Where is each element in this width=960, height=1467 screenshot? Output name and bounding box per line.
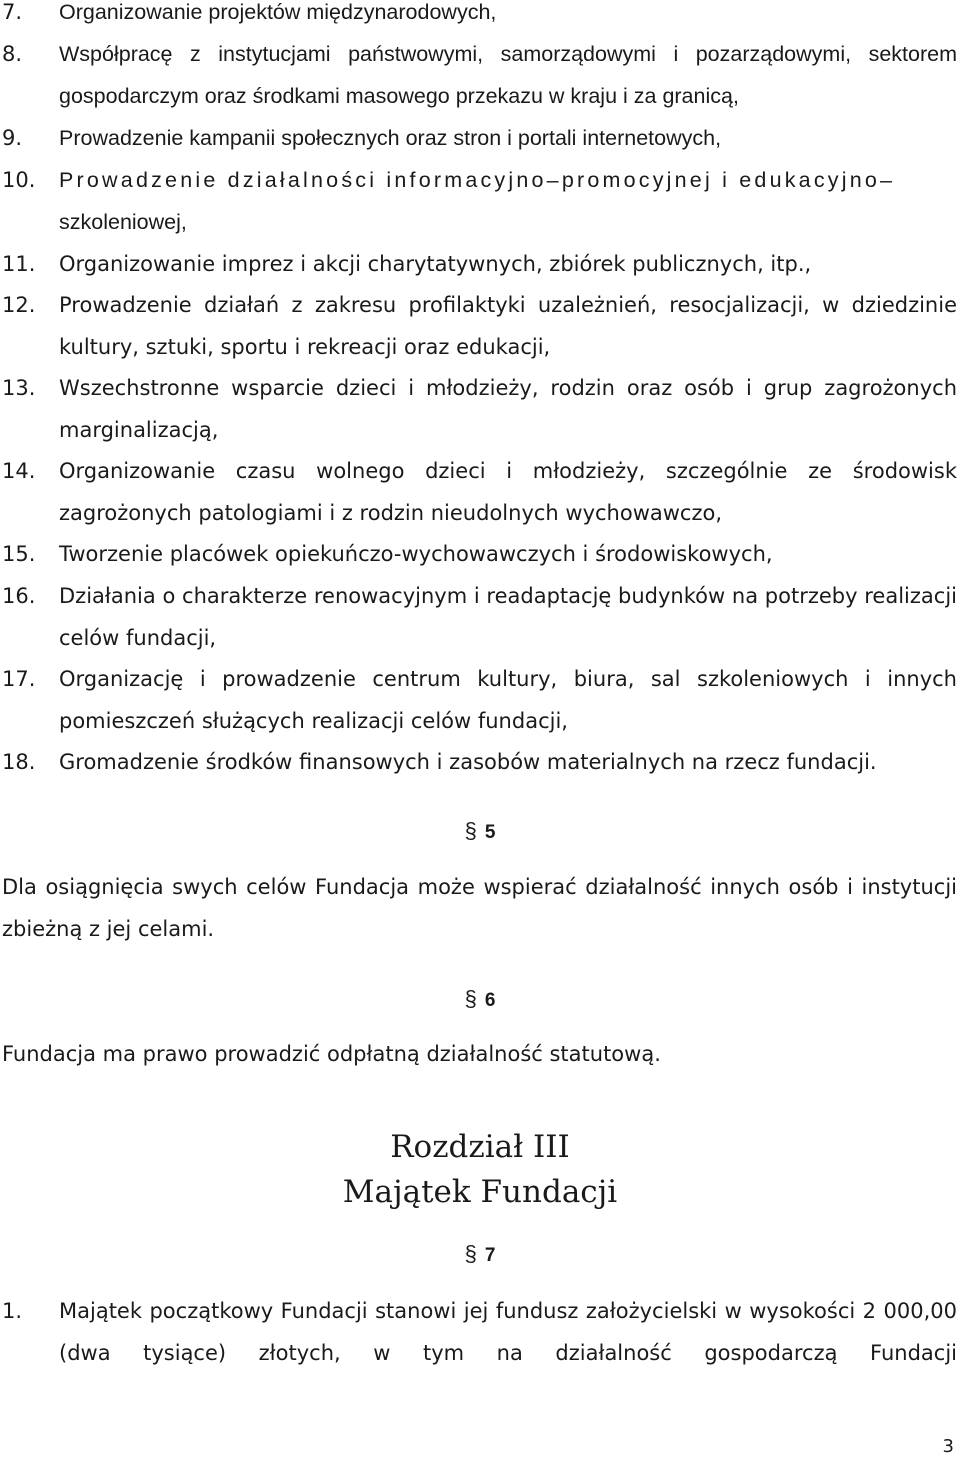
section-number: 5 (484, 822, 496, 843)
item-number: 11. (2, 252, 36, 276)
section-sign: § (464, 818, 477, 843)
list-item (2, 117, 957, 159)
item-text: Tworzenie placówek opiekuńczo-wychowawczych i środowiskowych, (59, 542, 773, 566)
item-text: Współpracę z instytucjami państwowymi, samorządowymi i pozarządowymi, sektorem gospodarczym oraz środkami masowego przekazu w kraju i za granicą, (59, 42, 957, 108)
list-item (2, 159, 957, 243)
chapter-subtitle: Majątek Fundacji (342, 1174, 618, 1210)
section-paragraph: Fundacja ma prawo prowadzić odpłatną działalność statutową. (2, 1042, 661, 1066)
section-heading-7 (0, 1241, 960, 1267)
list-item (2, 575, 957, 659)
section-heading-6 (0, 986, 960, 1012)
item-text: Prowadzenie kampanii społecznych oraz stron i portali internetowych, (59, 126, 722, 150)
item-text-line-2: szkoleniowej, (59, 210, 187, 234)
list-item (2, 243, 957, 285)
section-paragraph: Dla osiągnięcia swych celów Fundacja może wspierać działalność innych osób i instytucji zbieżną z jej celami. (2, 875, 957, 941)
item-number: 7. (2, 0, 23, 24)
item-text: Organizowanie projektów międzynarodowych, (59, 0, 497, 24)
item-text: Majątek początkowy Fundacji stanowi jej fundusz założycielski w wysokości 2 000,00 (dwa tysiące) złotych, w tym na działalność gospodarczą Fundacji (59, 1299, 957, 1365)
item-number: 17. (2, 667, 36, 691)
item-text: Działania o charakterze renowacyjnym i readaptację budynków na potrzeby realizacji celów fundacji, (59, 584, 957, 650)
item-text (59, 159, 957, 243)
item-text-line-1: Prowadzenie działalności informacyjno–promocyjnej i edukacyjno– (59, 168, 896, 192)
item-text: Prowadzenie działań z zakresu profilaktyki uzależnień, resocjalizacji, w dziedzinie kultury, sztuki, sportu i rekreacji oraz edukacji, (59, 293, 957, 359)
item-number: 12. (2, 293, 36, 317)
item-number: 9. (2, 126, 23, 150)
item-number: 13. (2, 376, 36, 400)
item-text: Wszechstronne wsparcie dzieci i młodzieży, rodzin oraz osób i grup zagrożonych marginalizacją, (59, 376, 957, 442)
item-number: 14. (2, 459, 36, 483)
list-item (2, 1290, 957, 1374)
item-number: 18. (2, 750, 36, 774)
item-text: Organizowanie imprez i akcji charytatywnych, zbiórek publicznych, itp., (59, 252, 812, 276)
section-sign: § (464, 986, 477, 1011)
item-number: 16. (2, 584, 36, 608)
item-number: 10. (2, 168, 36, 192)
section-sign: § (464, 1241, 477, 1266)
list-item (2, 658, 957, 742)
item-number: 1. (2, 1299, 23, 1323)
item-number: 15. (2, 542, 36, 566)
item-text: Gromadzenie środków finansowych i zasobów materialnych na rzecz fundacji. (59, 750, 877, 774)
page-number: 3 (942, 1436, 954, 1457)
list-item (2, 533, 957, 575)
list-item (2, 284, 957, 368)
item-text: Organizowanie czasu wolnego dzieci i młodzieży, szczególnie ze środowisk zagrożonych patologiami i z rodzin nieudolnych wychowawczo, (59, 459, 957, 525)
section-number: 6 (484, 990, 496, 1011)
list-item (2, 450, 957, 534)
list-item (2, 741, 957, 783)
item-text: Organizację i prowadzenie centrum kultury, biura, sal szkoleniowych i innych pomieszczeń służących realizacji celów fundacji, (59, 667, 957, 733)
chapter-title: Rozdział III (390, 1129, 570, 1165)
section-number: 7 (484, 1245, 496, 1266)
section-heading-5 (0, 818, 960, 844)
list-item (2, 367, 957, 451)
list-item (2, 33, 957, 117)
item-number: 8. (2, 42, 23, 66)
list-item (2, 0, 957, 33)
